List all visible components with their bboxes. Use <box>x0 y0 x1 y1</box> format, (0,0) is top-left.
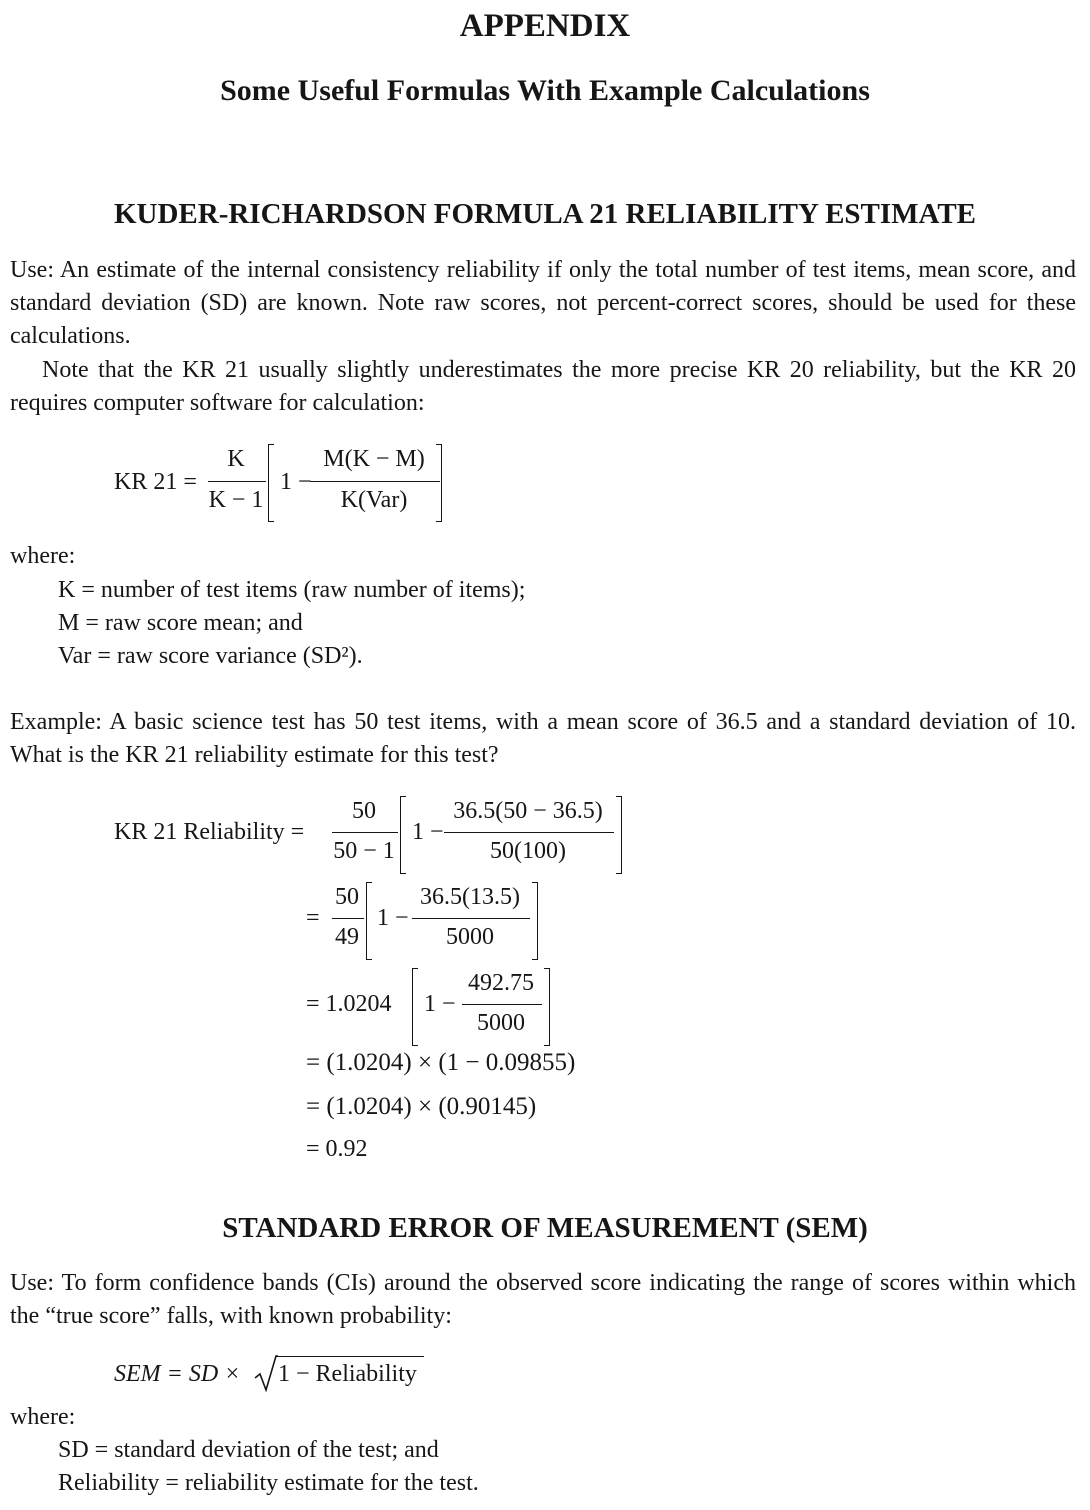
kr21-heading: KUDER-RICHARDSON FORMULA 21 RELIABILITY ESTIMATE <box>113 198 977 230</box>
page-title: APPENDIX <box>459 8 631 44</box>
sem-definition: Reliability = reliability estimate for the test. <box>58 1470 479 1496</box>
sem-formula-lhs: SEM = SD × <box>114 1361 241 1387</box>
calc-step1-frac2-denominator: 50(100) <box>490 838 566 864</box>
sem-heading: STANDARD ERROR OF MEASUREMENT (SEM) <box>222 1212 868 1244</box>
kr21-formula-frac1-denominator: K − 1 <box>208 487 264 513</box>
right-bracket <box>532 882 538 960</box>
calc-step1-frac2-numerator: 36.5(50 − 36.5) <box>453 798 603 824</box>
kr21-formula-lhs: KR 21 = <box>114 469 197 495</box>
right-bracket <box>544 968 550 1046</box>
left-bracket <box>400 796 406 874</box>
calc-step2-equals: = <box>306 905 320 931</box>
sem-where-label: where: <box>10 1404 76 1430</box>
left-bracket <box>412 968 418 1046</box>
left-bracket <box>366 882 372 960</box>
calc-step3-frac-numerator: 492.75 <box>468 970 534 996</box>
page-subtitle: Some Useful Formulas With Example Calculations <box>220 74 870 107</box>
kr21-formula-frac2-numerator: M(K − M) <box>323 446 425 472</box>
calc-step4: = (1.0204) × (1 − 0.09855) <box>306 1049 576 1076</box>
fraction-bar <box>412 918 530 919</box>
kr21-use-paragraph: Use: An estimate of the internal consistency reliability if only the total number of test items, mean score, and standard deviation (SD) are known. Note raw scores, not percent-correct scores, should be used for these calculations. <box>10 257 1076 349</box>
calc-step2-frac2-numerator: 36.5(13.5) <box>420 884 520 910</box>
calc-step3-value: = 1.0204 <box>306 991 392 1017</box>
calc-step2-frac2-denominator: 5000 <box>446 924 494 950</box>
calc-step1-frac1-numerator: 50 <box>352 798 376 824</box>
calc-step1-frac1-denominator: 50 − 1 <box>333 838 395 864</box>
fraction-bar <box>208 481 266 482</box>
left-bracket <box>268 444 274 522</box>
calc-step3-frac-denominator: 5000 <box>477 1010 525 1036</box>
right-bracket <box>436 444 442 522</box>
square-root-icon <box>254 1354 278 1394</box>
calc-step5: = (1.0204) × (0.90145) <box>306 1093 537 1120</box>
calc-step3-one-minus: 1 − <box>424 991 456 1017</box>
kr21-formula-frac2-denominator: K(Var) <box>340 487 408 513</box>
fraction-bar <box>462 1004 542 1005</box>
kr21-where-label: where: <box>10 543 76 569</box>
kr21-formula-frac1-numerator: K <box>227 446 245 472</box>
right-bracket <box>616 796 622 874</box>
kr21-definition: K = number of test items (raw number of items); <box>58 577 526 603</box>
calc-lhs: KR 21 Reliability = <box>114 819 305 845</box>
kr21-definition: M = raw score mean; and <box>58 610 303 636</box>
sem-definition: SD = standard deviation of the test; and <box>58 1437 439 1463</box>
calc-step2-frac1-denominator: 49 <box>335 924 359 950</box>
calc-step1-one-minus: 1 − <box>412 819 444 845</box>
fraction-bar <box>444 832 614 833</box>
calc-step2-frac1-numerator: 50 <box>335 884 359 910</box>
fraction-bar <box>310 481 440 482</box>
sem-use-paragraph: Use: To form confidence bands (CIs) around the observed score indicating the range of scores within which the “true score” falls, with known probability: <box>10 1270 1076 1329</box>
fraction-bar <box>332 832 398 833</box>
calc-step6-result: = 0.92 <box>306 1136 368 1162</box>
fraction-bar <box>332 918 364 919</box>
kr21-note-paragraph: Note that the KR 21 usually slightly underestimates the more precise KR 20 reliability, but the KR 20 requires computer software for calculation: <box>10 357 1076 416</box>
kr21-definition: Var = raw score variance (SD²). <box>58 643 363 669</box>
sem-formula-radicand: 1 − Reliability <box>278 1361 417 1387</box>
radical-bar <box>276 1356 424 1357</box>
kr21-formula-one-minus: 1 − <box>280 469 312 495</box>
calc-step2-one-minus: 1 − <box>377 905 409 931</box>
kr21-example-paragraph: Example: A basic science test has 50 test items, with a mean score of 36.5 and a standard deviation of 10. What is the KR 21 reliability estimate for this test? <box>10 709 1076 768</box>
